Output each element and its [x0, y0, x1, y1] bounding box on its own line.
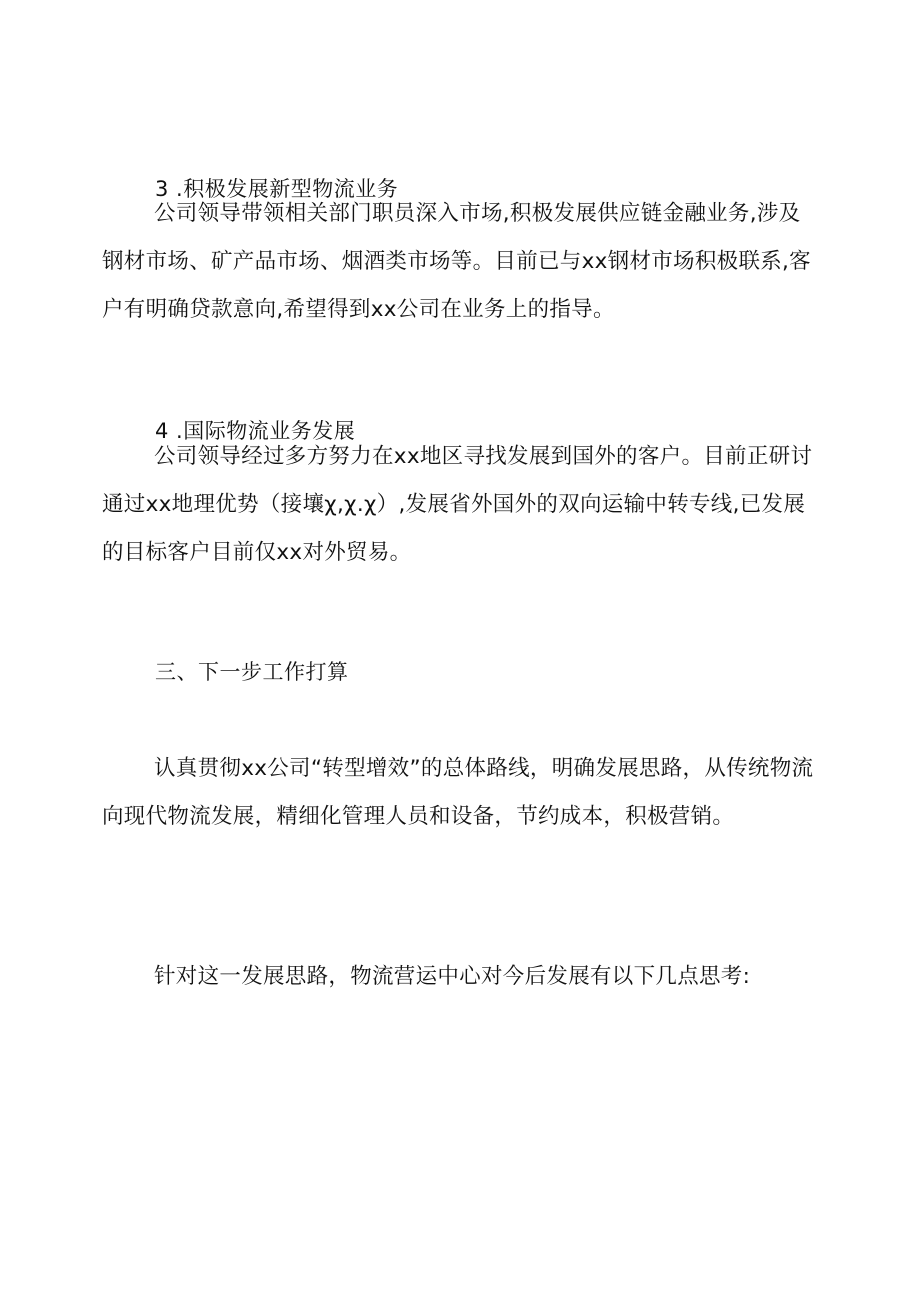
section-4-paragraph: 公司领导经过多方努力在xx地区寻找发展到国外的客户。目前正研讨通过xx地理优势（接壤χ,χ.χ）,发展省外国外的双向运输中转专线,已发展的目标客户目前仅xx对外贸易。: [102, 444, 813, 565]
section-4-heading: 4 .国际物流业务发展: [155, 419, 356, 443]
part-3-heading: 三、下一步工作打算: [155, 660, 349, 684]
section-3-heading: 3 .积极发展新型物流业务: [155, 177, 399, 201]
part-3-paragraph: 认真贯彻xx公司“转型增效”的总体路线，明确发展思路，从传统物流向现代物流发展，精细化管理人员和设备，节约成本，积极营销。: [102, 756, 814, 829]
closing-paragraph: 针对这一发展思路，物流营运中心对今后发展有以下几点思考:: [154, 964, 751, 989]
section-3-paragraph: 公司领导带领相关部门职员深入市场,积极发展供应链金融业务,涉及钢材市场、矿产品市场、烟酒类市场等。目前已与xx钢材市场积极联系,客户有明确贷款意向,希望得到xx公司在业务上的指导。: [102, 201, 811, 322]
